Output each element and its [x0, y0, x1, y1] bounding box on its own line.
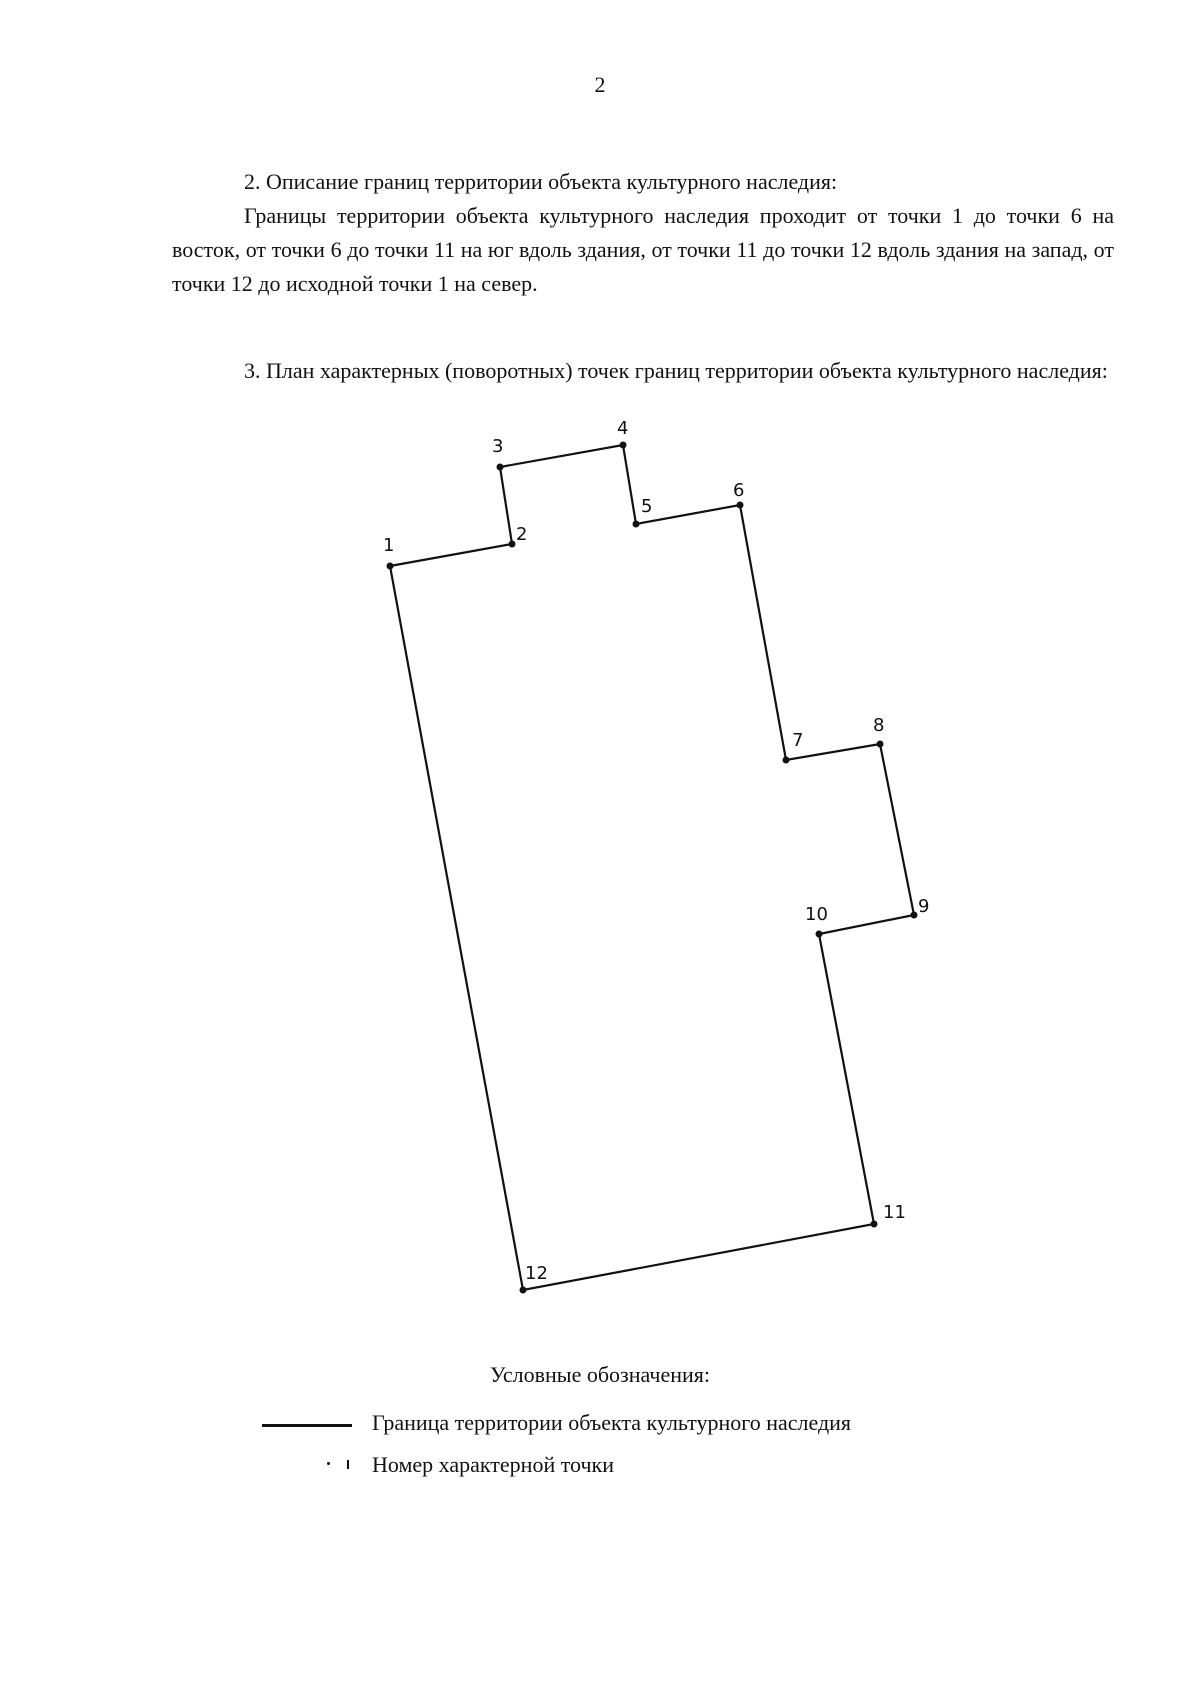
- point-10-marker: [816, 931, 823, 938]
- boundary-line: [390, 445, 914, 1290]
- point-12-label: 12: [525, 1263, 548, 1284]
- legend-title: Условные обозначения:: [489, 1362, 711, 1387]
- point-2-marker: [509, 541, 516, 548]
- point-9-label: 9: [918, 896, 930, 917]
- section-2-body: Границы территории объекта культурного наследия проходит от точки 1 до точки 6 на восток, от точки 6 до точки 11 на юг вдоль здания, от точки 11 до точки 12 вдоль здания на запад, от точки 12 до исходной точки 1 на север.: [172, 203, 1114, 296]
- point-6-marker: [737, 502, 744, 509]
- point-7-marker: [783, 757, 790, 764]
- point-8-marker: [877, 741, 884, 748]
- point-tick-icon: [347, 1460, 349, 1469]
- point-3-label: 3: [492, 436, 504, 457]
- point-8-label: 8: [873, 715, 885, 736]
- point-1-label: 1: [383, 535, 395, 556]
- point-3-marker: [497, 464, 504, 471]
- boundary-points: [387, 442, 918, 1294]
- section-2-heading: 2. Описание границ территории объекта культурного наследия:: [244, 169, 838, 194]
- point-5-label: 5: [641, 496, 653, 517]
- point-symbol-swatch: [262, 1452, 352, 1482]
- point-2-label: 2: [516, 524, 528, 545]
- point-1-marker: [387, 563, 394, 570]
- legend-point-label: Номер характерной точки: [372, 1452, 614, 1477]
- boundary-point-labels: [383, 418, 929, 1284]
- point-11-label: 11: [883, 1202, 906, 1223]
- section-3-heading: 3. План характерных (поворотных) точек границ территории объекта культурного наследия:: [244, 358, 1108, 383]
- point-9-marker: [911, 912, 918, 919]
- point-5-marker: [633, 521, 640, 528]
- point-12-marker: [520, 1287, 527, 1294]
- point-11-marker: [871, 1221, 878, 1228]
- point-dot-icon: [327, 1462, 330, 1465]
- point-4-label: 4: [617, 418, 629, 439]
- legend-boundary-label: Граница территории объекта культурного наследия: [372, 1410, 852, 1435]
- point-6-label: 6: [733, 480, 745, 501]
- point-4-marker: [620, 442, 627, 449]
- point-7-label: 7: [792, 730, 804, 751]
- boundary-line-swatch: [262, 1410, 352, 1440]
- page-number: 2: [594, 72, 606, 97]
- point-10-label: 10: [805, 904, 828, 925]
